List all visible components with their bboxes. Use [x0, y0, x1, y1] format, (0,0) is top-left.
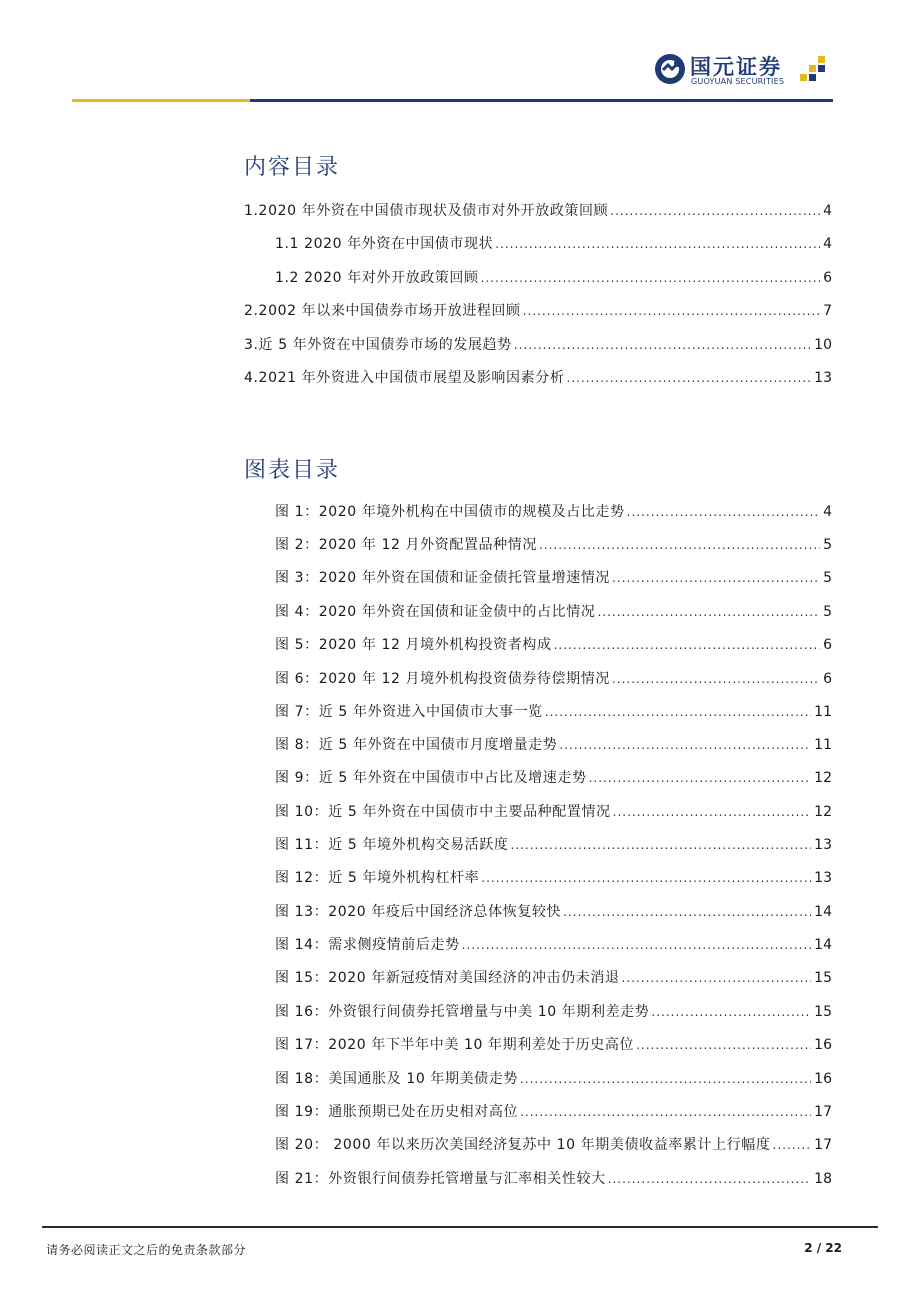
- dot-leader: [597, 603, 820, 621]
- figure-entry[interactable]: [275, 1103, 832, 1121]
- figure-entry-page: 16: [814, 1037, 832, 1053]
- dot-leader: [610, 202, 820, 220]
- figure-entry-page: 14: [814, 904, 832, 920]
- toc-entry-label: 4.2021 年外资进入中国债市展望及影响因素分析: [244, 370, 565, 386]
- dot-leader: [612, 569, 820, 587]
- figure-entry-page: 5: [823, 570, 832, 586]
- figure-entry[interactable]: [275, 736, 832, 754]
- figure-entry-page: 11: [814, 737, 832, 753]
- figure-entry-label: 图 8：近 5 年外资在中国债市月度增量走势: [275, 737, 558, 753]
- figure-entry-page: 11: [814, 704, 832, 720]
- dot-leader: [520, 1070, 811, 1088]
- figure-entry-label: 图 3：2020 年外资在国债和证金债托管量增速情况: [275, 570, 611, 586]
- dot-leader: [773, 1136, 813, 1154]
- figure-entry[interactable]: [275, 703, 832, 721]
- toc-entry-page: 4: [823, 203, 832, 219]
- figure-entry[interactable]: [275, 1070, 832, 1088]
- dot-leader: [608, 1170, 812, 1188]
- figure-entry[interactable]: [275, 836, 832, 854]
- contents-title: 内容目录: [244, 155, 341, 180]
- toc-entry-label: 1.2020 年外资在中国债市现状及债市对外开放政策回顾: [244, 203, 609, 219]
- figure-entry-page: 13: [814, 870, 832, 886]
- dot-leader: [462, 936, 812, 954]
- figure-entry[interactable]: [275, 636, 832, 654]
- dot-leader: [613, 803, 812, 821]
- figure-entry-label: 图 9：近 5 年外资在中国债市中占比及增速走势: [275, 770, 587, 786]
- figure-entry-page: 15: [814, 1004, 832, 1020]
- figure-entry[interactable]: [275, 903, 832, 921]
- brand-name-en: GUOYUAN SECURITIES: [691, 77, 785, 86]
- gold-squares-icon: [800, 54, 830, 84]
- figure-entry[interactable]: [275, 1003, 832, 1021]
- toc-entry[interactable]: [244, 202, 832, 220]
- figure-entry-label: 图 6：2020 年 12 月境外机构投资债券待偿期情况: [275, 671, 610, 687]
- toc-entry-page: 10: [814, 337, 832, 353]
- dot-leader: [566, 369, 811, 387]
- figure-entry[interactable]: [275, 803, 832, 821]
- toc-entry-label: 1.1 2020 年外资在中国债市现状: [275, 236, 494, 252]
- figure-entry[interactable]: [275, 1170, 832, 1188]
- figure-entry[interactable]: [275, 536, 832, 554]
- toc-entry[interactable]: [244, 336, 832, 354]
- figure-entry-label: 图 12：近 5 年境外机构杠杆率: [275, 870, 480, 886]
- dot-leader: [612, 670, 820, 688]
- dot-leader: [545, 703, 811, 721]
- figure-entry[interactable]: [275, 969, 832, 987]
- figure-entry-label: 图 7：近 5 年外资进入中国债市大事一览: [275, 704, 543, 720]
- toc-entry-label: 3.近 5 年外资在中国债券市场的发展趋势: [244, 337, 512, 353]
- figure-entry-page: 12: [814, 804, 832, 820]
- figure-entry-page: 6: [823, 637, 832, 653]
- footer-rule: [42, 1226, 878, 1228]
- toc-entry-page: 4: [823, 236, 832, 252]
- dot-leader: [554, 636, 821, 654]
- brand-name-cn: 国元证券: [690, 55, 782, 79]
- figure-entry-page: 5: [823, 537, 832, 553]
- figure-entry-page: 18: [814, 1171, 832, 1187]
- figure-entry[interactable]: [275, 869, 832, 887]
- figure-entry-page: 14: [814, 937, 832, 953]
- figure-entry-label: 图 20： 2000 年以来历次美国经济复苏中 10 年期美债收益率累计上行幅度: [275, 1137, 771, 1153]
- figure-entry[interactable]: [275, 569, 832, 587]
- figure-entry[interactable]: [275, 603, 832, 621]
- figure-entry-page: 12: [814, 770, 832, 786]
- toc-entry[interactable]: [244, 369, 832, 387]
- dot-leader: [520, 1103, 811, 1121]
- dot-leader: [636, 1036, 811, 1054]
- figure-entry-page: 4: [823, 504, 832, 520]
- dot-leader: [622, 969, 812, 987]
- header-rule-blue: [250, 99, 833, 102]
- dot-leader: [559, 736, 811, 754]
- page-number: 2 / 22: [804, 1241, 842, 1255]
- guoyuan-emblem-icon: [654, 53, 686, 85]
- figure-entry-page: 16: [814, 1071, 832, 1087]
- brand-logo: [654, 50, 834, 90]
- figure-entry-page: 17: [814, 1104, 832, 1120]
- figure-entry-label: 图 21：外资银行间债券托管增量与汇率相关性较大: [275, 1171, 606, 1187]
- figure-entry-page: 17: [814, 1137, 832, 1153]
- dot-leader: [589, 769, 812, 787]
- dot-leader: [481, 269, 820, 287]
- dot-leader: [510, 836, 811, 854]
- figure-entry[interactable]: [275, 1036, 832, 1054]
- figure-entry-page: 13: [814, 837, 832, 853]
- dot-leader: [523, 302, 820, 320]
- dot-leader: [539, 536, 820, 554]
- figure-entry-label: 图 1：2020 年境外机构在中国债市的规模及占比走势: [275, 504, 625, 520]
- dot-leader: [514, 336, 811, 354]
- dot-leader: [563, 903, 811, 921]
- toc-entry[interactable]: [244, 302, 832, 320]
- figure-entry-page: 5: [823, 604, 832, 620]
- figure-entry-label: 图 15：2020 年新冠疫情对美国经济的冲击仍未消退: [275, 970, 620, 986]
- figure-entry-label: 图 13：2020 年疫后中国经济总体恢复较快: [275, 904, 562, 920]
- dot-leader: [481, 869, 811, 887]
- dot-leader: [651, 1003, 811, 1021]
- toc-entry-page: 7: [823, 303, 832, 319]
- toc-entry-label: 2.2002 年以来中国债券市场开放进程回顾: [244, 303, 521, 319]
- toc-entry-label: 1.2 2020 年对外开放政策回顾: [275, 270, 479, 286]
- toc-entry-page: 6: [823, 270, 832, 286]
- figure-entry-label: 图 10：近 5 年外资在中国债市中主要品种配置情况: [275, 804, 611, 820]
- figure-entry-label: 图 2：2020 年 12 月外资配置品种情况: [275, 537, 537, 553]
- toc-entry[interactable]: [275, 235, 832, 253]
- figure-entry-label: 图 4：2020 年外资在国债和证金债中的占比情况: [275, 604, 596, 620]
- figure-entry-page: 15: [814, 970, 832, 986]
- disclaimer-note: 请务必阅读正文之后的免责条款部分: [46, 1243, 247, 1257]
- toc-entry[interactable]: [275, 269, 832, 287]
- figure-entry[interactable]: [275, 1136, 832, 1154]
- figures-title: 图表目录: [244, 458, 341, 483]
- figure-entry-label: 图 14：需求侧疫情前后走势: [275, 937, 460, 953]
- figure-entry[interactable]: [275, 670, 832, 688]
- figure-entry[interactable]: [275, 769, 832, 787]
- dot-leader: [495, 235, 820, 253]
- figure-entry[interactable]: [275, 936, 832, 954]
- figure-entry-label: 图 5：2020 年 12 月境外机构投资者构成: [275, 637, 552, 653]
- figure-entry-label: 图 16：外资银行间债券托管增量与中美 10 年期利差走势: [275, 1004, 650, 1020]
- toc-entry-page: 13: [814, 370, 832, 386]
- figure-entry-label: 图 19：通胀预期已处在历史相对高位: [275, 1104, 519, 1120]
- dot-leader: [627, 503, 820, 521]
- figure-entry-label: 图 18：美国通胀及 10 年期美债走势: [275, 1071, 518, 1087]
- figure-entry[interactable]: [275, 503, 832, 521]
- header-rule-gold: [72, 99, 250, 102]
- figure-entry-label: 图 17：2020 年下半年中美 10 年期利差处于历史高位: [275, 1037, 635, 1053]
- figure-entry-page: 6: [823, 671, 832, 687]
- figure-entry-label: 图 11：近 5 年境外机构交易活跃度: [275, 837, 509, 853]
